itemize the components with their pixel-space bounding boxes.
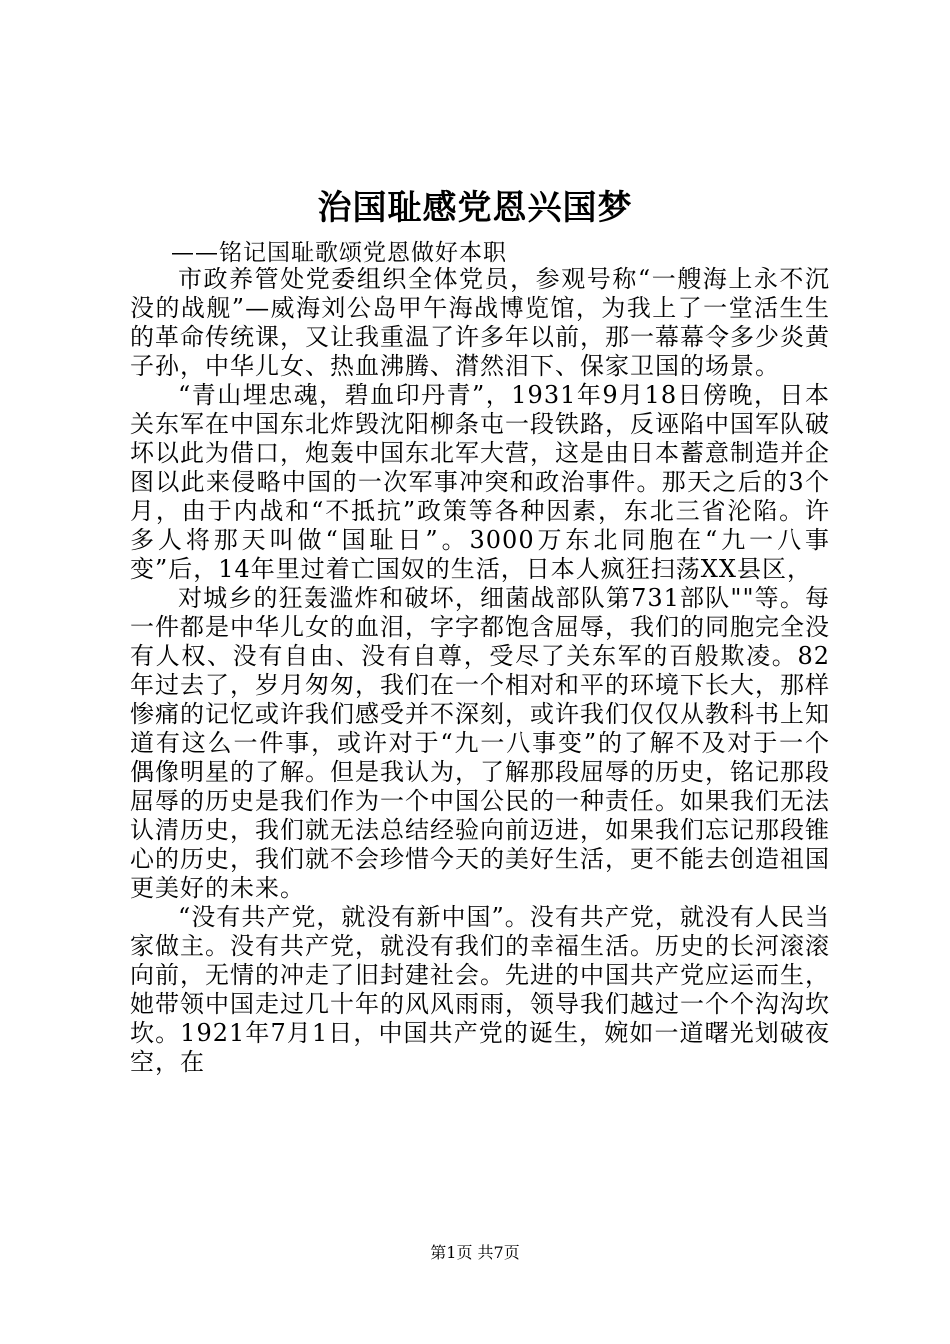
body-paragraph: 对城乡的狂轰滥炸和破坏，细菌战部队第731部队""等。每一件都是中华儿女的血泪，字字都饱含屈辱，我们的同胞完全没有人权、没有自由、没有自尊，受尽了关东军的百般欺凌。82年过去了，岁月匆匆，我们在一个相对和平的环境下长大，那样惨痛的记忆或许我们感受并不深刻，或许我们仅仅从教科书上知道有这么一件事，或许对于“九一八事变”的了解不及对于一个偶像明星的了解。但是我认为，了解那段屈辱的历史，铭记那段屈辱的历史是我们作为一个中国公民的一种责任。如果我们无法认清历史，我们就无法总结经验向前迈进，如果我们忘记那段锥心的历史，我们就不会珍惜今天的美好生活，更不能去创造祖国更美好的未来。 [130,584,830,902]
page-number-footer: 第1页 共7页 [430,1243,520,1262]
document-subtitle: ——铭记国耻歌颂党恩做好本职 [171,240,507,266]
document-title: 治国耻感党恩兴国梦 [317,188,633,228]
document-body [130,265,830,1077]
body-paragraph: “没有共产党，就没有新中国”。没有共产党，就没有人民当家做主。没有共产党，就没有我们的幸福生活。历史的长河滚滚向前，无情的冲走了旧封建社会。先进的中国共产党应运而生，她带领中国走过几十年的风风雨雨，领导我们越过一个个沟沟坎坎。1921年7月1日，中国共产党的诞生，婉如一道曙光划破夜空，在 [130,903,830,1076]
body-paragraph: “青山埋忠魂，碧血印丹青”，1931年9月18日傍晚，日本关东军在中国东北炸毁沈阳柳条屯一段铁路，反诬陷中国军队破坏以此为借口，炮轰中国东北军大营，这是由日本蓄意制造并企图以此来侵略中国的一次军事冲突和政治事件。那天之后的3个月，由于内战和“不抵抗”政策等各种因素，东北三省沦陷。许多人将那天叫做“国耻日”。3000万东北同胞在“九一八事变”后，14年里过着亡国奴的生活，日本人疯狂扫荡XX县区， [130,381,830,583]
body-paragraph: 市政养管处党委组织全体党员，参观号称“一艘海上永不沉没的战舰”—威海刘公岛甲午海战博览馆，为我上了一堂活生生的革命传统课，又让我重温了许多年以前，那一幕幕令多少炎黄子孙，中华儿女、热血沸腾、潸然泪下、保家卫国的场景。 [130,265,830,380]
